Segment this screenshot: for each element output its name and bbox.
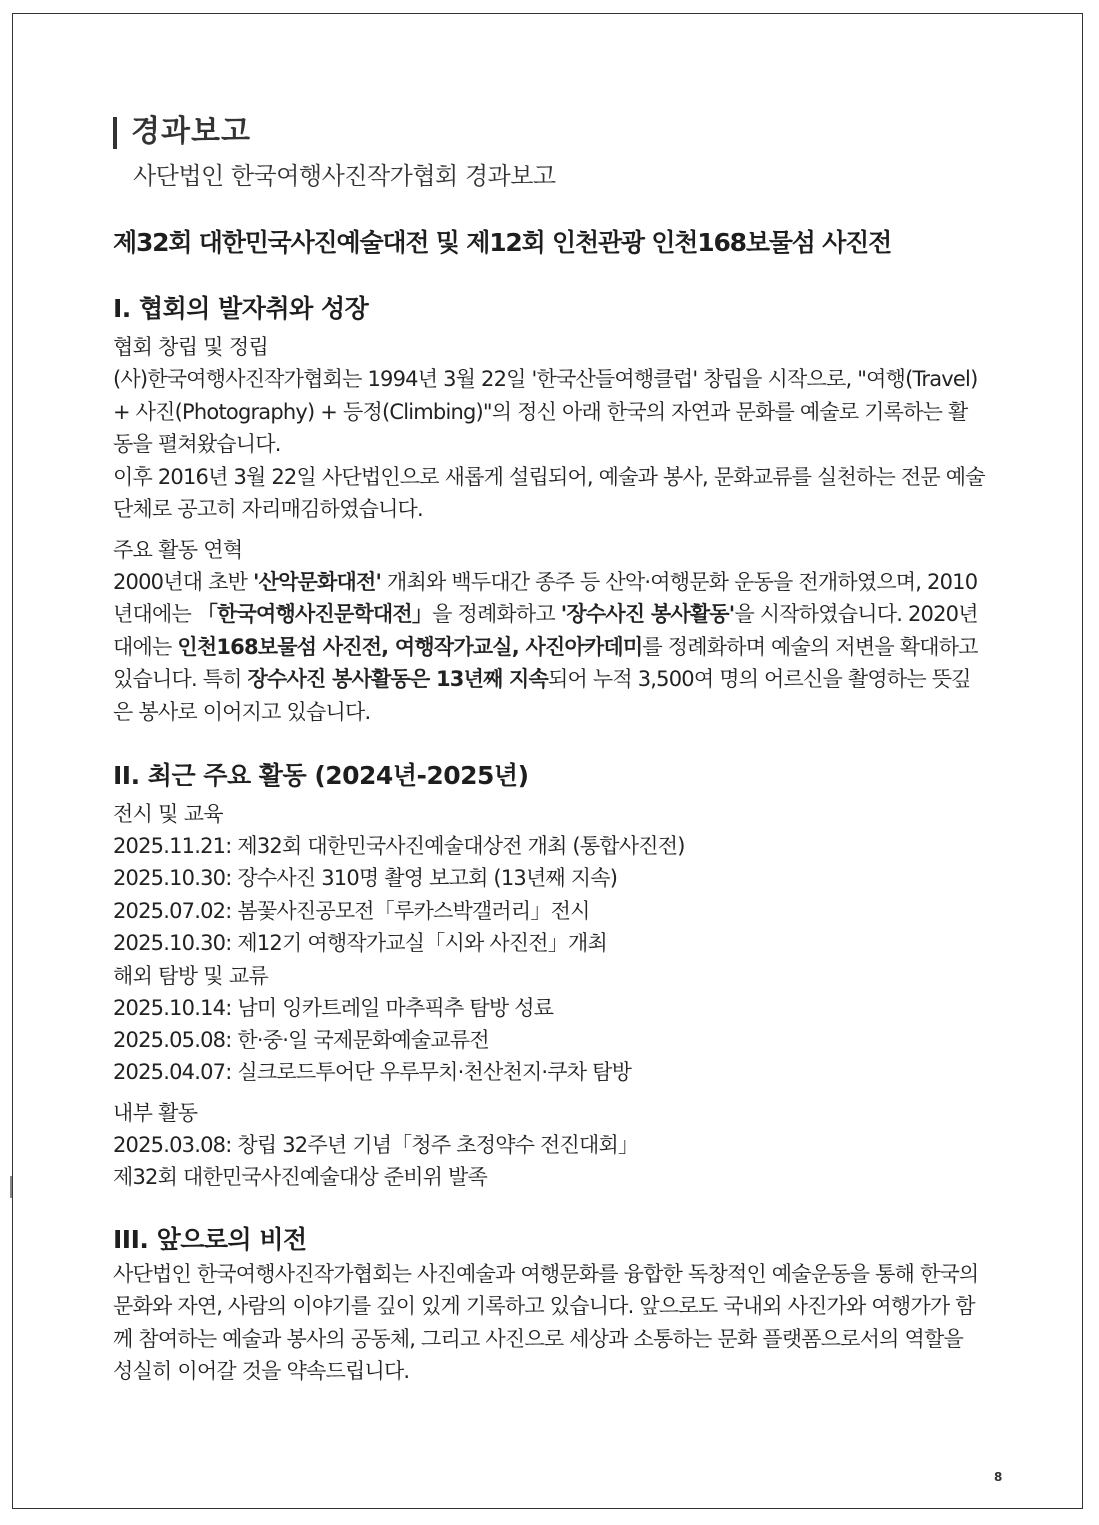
history-text-part: 2000년대 초반: [113, 569, 253, 594]
history-highlight: 「한국여행사진문학대전」: [196, 602, 433, 626]
section-1-heading: I. 협회의 발자취와 성장: [113, 294, 369, 323]
activity-item: 2025.11.21: 제32회 대한민국사진예술대상전 개최 (통합사진전): [113, 834, 685, 858]
section-1-sub2-title: 주요 활동 연혁: [113, 537, 243, 562]
section-1-sub2-text: [113, 566, 985, 729]
activity-group-title: 해외 탐방 및 교류: [113, 963, 269, 988]
section-2-heading: II. 최근 주요 활동 (2024년-2025년): [113, 761, 529, 790]
activity-group-title: 내부 활동: [113, 1100, 198, 1125]
activity-group-title: 전시 및 교육: [113, 802, 223, 826]
document-body: [113, 225, 985, 1388]
activity-item: 2025.03.08: 창립 32주년 기념「청주 초정약수 전진대회」: [113, 1132, 639, 1157]
activity-item: 2025.04.07: 실크로드투어단 우루무치·천산천지·쿠차 탐방: [113, 1060, 632, 1085]
page-title: 경과보고: [131, 114, 251, 149]
activity-item: 제32회 대한민국사진예술대상 준비위 발족: [113, 1165, 488, 1190]
title-accent-bar: [113, 117, 117, 149]
section-3-heading: III. 앞으로의 비전: [113, 1224, 307, 1254]
history-highlight: 인천168보물섬 사진전, 여행작가교실, 사진아카데미: [177, 634, 643, 659]
activity-item: 2025.07.02: 봄꽃사진공모전「루카스박갤러리」전시: [113, 898, 590, 923]
history-highlight: 장수사진 봉사활동은 13년째 지속: [247, 667, 549, 691]
history-text-part: 을 시작하였습니다. 2020년대에는: [113, 602, 978, 659]
page-subtitle: 사단법인 한국여행사진작가협회 경과보고: [133, 162, 556, 190]
section-1-sub1-title: 협회 창립 및 정립: [113, 335, 269, 359]
history-text-part: 을 정례화하고: [432, 602, 561, 626]
section-1-sub1-text1: (사)한국여행사진작가협회는 1994년 3월 22일 '한국산들여행클럽' 창립을 시작으로, "여행(Travel) + 사진(Photography) + 등정(Climbing)"의 정신 아래 한국의 자연과 문화를 예술로 기록하는 활동을 펼쳐왔습니다.: [113, 367, 978, 456]
header-title-row: [113, 112, 556, 152]
section-1-sub1-text2: 이후 2016년 3월 22일 사단법인으로 새롭게 설립되어, 예술과 봉사, 문화교류를 실천하는 전문 예술단체로 공고히 자리매김하였습니다.: [113, 464, 985, 521]
history-text-part: 를 정례화하며 예술의 저변을 확대하고 있습니다. 특히: [113, 634, 978, 691]
history-text-part: 개최와 백두대간 종주 등 산악·여행문화 운동을 전개하였으며, 2010년대에는: [113, 569, 978, 626]
activity-item: 2025.10.14: 남미 잉카트레일 마추픽추 탐방 성료: [113, 995, 554, 1020]
section-3-text: 사단법인 한국여행사진작가협회는 사진예술과 여행문화를 융합한 독창적인 예술운동을 통해 한국의 문화와 자연, 사람의 이야기를 깊이 있게 기록하고 있습니다. 앞으로도 국내외 사진가와 여행가가 함께 참여하는 예술과 봉사의 공동체, 그리고 사진으로 세상과 소통하는 문화 플랫폼으로서의 역할을 성실히 이어갈 것을 약속드립니다.: [113, 1261, 979, 1384]
page-number: 8: [994, 1470, 1003, 1484]
page-header: [113, 112, 556, 192]
activity-item: 2025.10.30: 장수사진 310명 촬영 보고회 (13년째 지속): [113, 866, 618, 891]
activity-item: 2025.10.30: 제12기 여행작가교실「시와 사진전」개최: [113, 931, 607, 956]
history-text-part: 되어 누적 3,500여 명의 어르신을 촬영하는 뜻깊은 봉사로 이어지고 있습니다.: [113, 667, 971, 724]
document-main-title: 제32회 대한민국사진예술대전 및 제12회 인천관광 인천168보물섬 사진전: [113, 228, 892, 257]
history-highlight: '장수사진 봉사활동': [560, 602, 735, 626]
edge-mark: [10, 1176, 12, 1198]
activity-item: 2025.05.08: 한·중·일 국제문화예술교류전: [113, 1028, 489, 1053]
history-highlight: '산악문화대전': [252, 569, 382, 594]
